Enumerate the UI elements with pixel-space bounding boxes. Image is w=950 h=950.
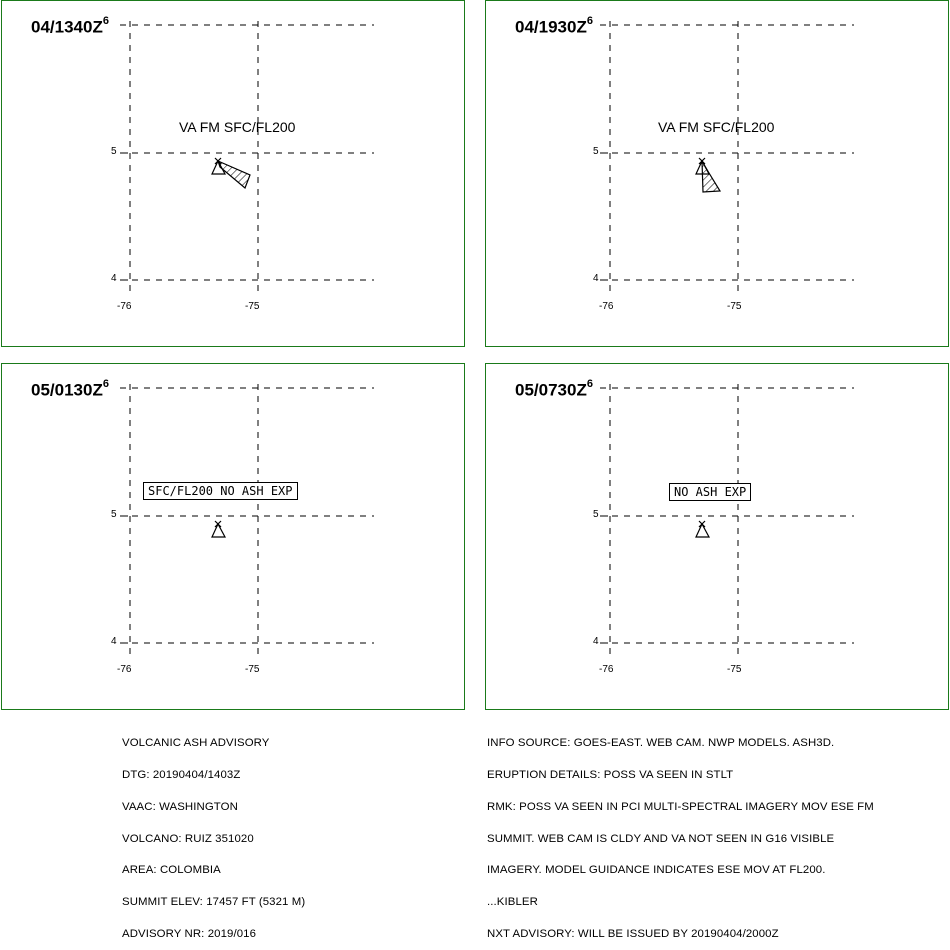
panel-4 (485, 363, 949, 710)
panel-2 (485, 0, 949, 347)
advisory-line: RMK: POSS VA SEEN IN PCI MULTI-SPECTRAL IMAGERY MOV ESE FM (487, 800, 874, 813)
lat-label-4: 4 (593, 636, 599, 647)
map-grid-4 (486, 364, 950, 711)
lon-label-76: -76 (117, 301, 132, 312)
forecast-label-box: NO ASH EXP (669, 483, 751, 501)
advisory-line: VOLCANIC ASH ADVISORY (122, 737, 270, 750)
map-grid-1 (2, 1, 466, 348)
lon-label-75: -75 (245, 301, 260, 312)
advisory-line: IMAGERY. MODEL GUIDANCE INDICATES ESE MOV AT FL200. (487, 864, 826, 877)
advisory-line: SUMMIT ELEV: 17457 FT (5321 M) (122, 896, 306, 909)
advisory-line: SUMMIT. WEB CAM IS CLDY AND VA NOT SEEN IN G16 VISIBLE (487, 832, 835, 845)
lon-label-76: -76 (599, 301, 614, 312)
lat-label-5: 5 (111, 509, 117, 520)
advisory-line: NXT ADVISORY: WILL BE ISSUED BY 20190404/2000Z (487, 927, 779, 940)
volcano-icon (212, 521, 225, 537)
ash-cloud-polygon (702, 161, 720, 192)
advisory-header-block (122, 717, 305, 950)
lon-label-75: -75 (727, 664, 742, 675)
advisory-remarks-block (487, 717, 874, 950)
map-grid-2 (486, 1, 950, 348)
lat-label-5: 5 (111, 146, 117, 157)
forecast-label: VA FM SFC/FL200 (658, 119, 775, 135)
forecast-label-box: SFC/FL200 NO ASH EXP (143, 482, 298, 500)
lat-label-5: 5 (593, 509, 599, 520)
forecast-label: VA FM SFC/FL200 (179, 119, 296, 135)
advisory-line: AREA: COLOMBIA (122, 864, 221, 877)
lat-label-5: 5 (593, 146, 599, 157)
advisory-line: ERUPTION DETAILS: POSS VA SEEN IN STLT (487, 768, 734, 781)
volcano-icon (696, 521, 709, 537)
lat-label-4: 4 (111, 636, 117, 647)
panel-3 (1, 363, 465, 710)
valid-time-label: $05/0730Z^6$ (515, 378, 593, 400)
advisory-line: VOLCANO: RUIZ 351020 (122, 832, 254, 845)
lat-label-4: 4 (111, 273, 117, 284)
valid-time-label: $04/1340Z^6$ (31, 15, 109, 37)
advisory-line: INFO SOURCE: GOES-EAST. WEB CAM. NWP MODELS. ASH3D. (487, 737, 835, 750)
lon-label-75: -75 (245, 664, 260, 675)
lat-label-4: 4 (593, 273, 599, 284)
valid-time-label: $04/1930Z^6$ (515, 15, 593, 37)
lon-label-76: -76 (117, 664, 132, 675)
panel-1 (1, 0, 465, 347)
map-grid-3 (2, 364, 466, 711)
advisory-line: ...KIBLER (487, 896, 538, 909)
advisory-line: ADVISORY NR: 2019/016 (122, 927, 257, 940)
advisory-line: VAAC: WASHINGTON (122, 800, 238, 813)
advisory-line: DTG: 20190404/1403Z (122, 768, 241, 781)
lon-label-75: -75 (727, 301, 742, 312)
lon-label-76: -76 (599, 664, 614, 675)
valid-time-label: $05/0130Z^6$ (31, 378, 109, 400)
